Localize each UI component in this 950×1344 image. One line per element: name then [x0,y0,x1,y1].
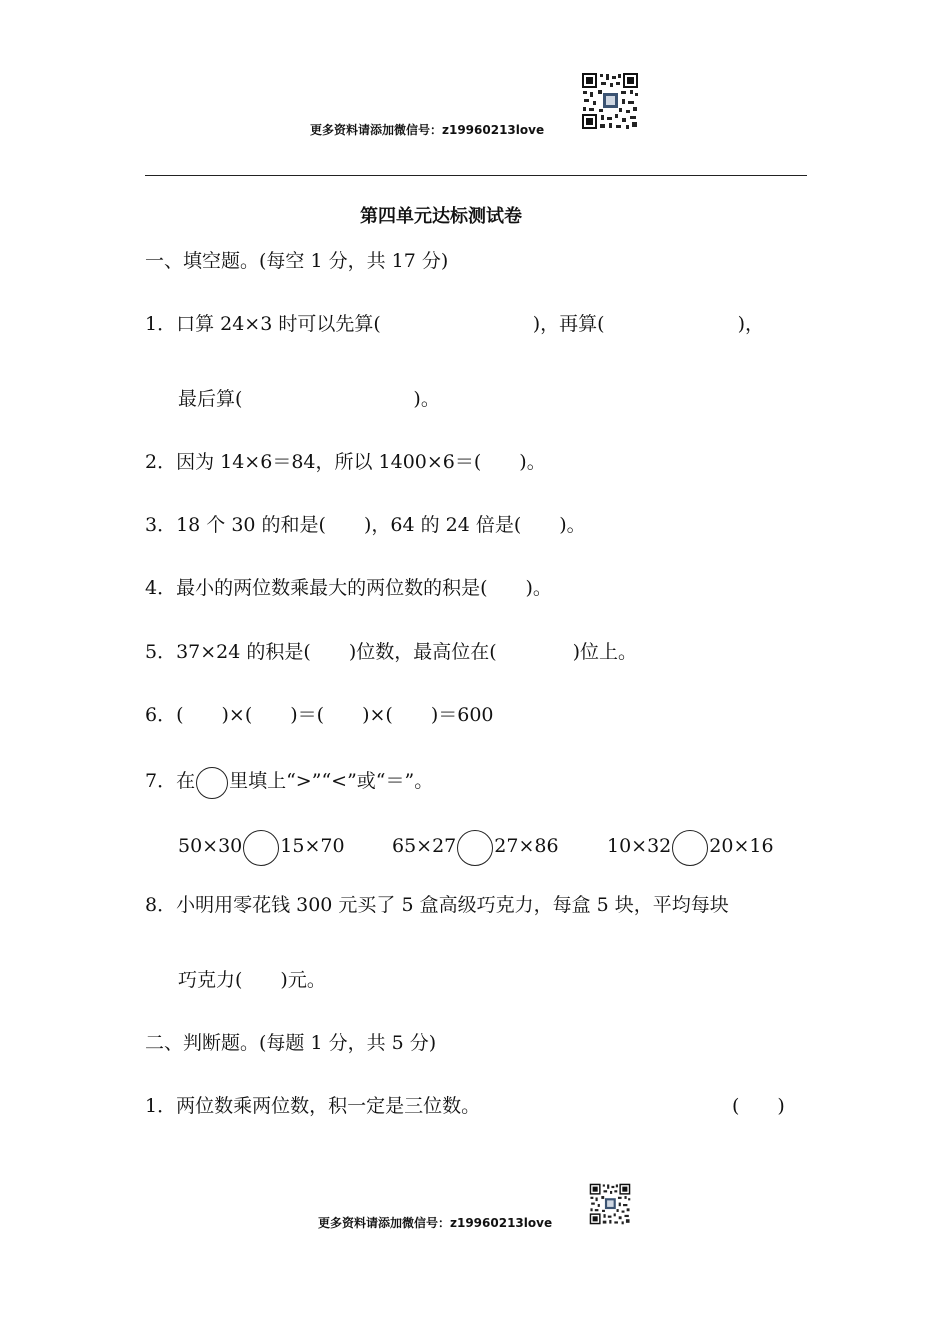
q1-line1: 1．口算 24×3 时可以先算( )，再算( )， [145,313,765,335]
q2-text: 2．因为 14×6＝84，所以 1400×6＝( )。 [145,451,546,473]
page-title: 第四单元达标测试卷 [360,206,522,227]
q8-line2: 巧克力( )元。 [178,969,326,991]
q7-prefix: 7．在 [145,770,196,792]
answer-circle[interactable] [243,830,279,866]
q7-item-right: 27×86 [494,835,559,857]
q1-line2: 最后算( )。 [178,388,440,410]
q7-item-left: 65×27 [392,835,457,857]
footer-promo-text: 更多资料请添加微信号：z19960213love [318,1216,553,1230]
section1-heading: 一、填空题。(每空 1 分，共 17 分) [145,250,449,272]
q3-text: 3．18 个 30 的和是( )，64 的 24 倍是( )。 [145,514,586,536]
q6-text: 6．( )×( )＝( )×( )＝600 [145,704,494,726]
q7-item-right: 15×70 [280,835,345,857]
s2-q1-answer-paren[interactable]: ( ) [732,1095,785,1117]
compare-circle-icon [196,767,228,799]
s2-q1-text: 1．两位数乘两位数，积一定是三位数。 [145,1095,481,1117]
answer-circle[interactable] [457,830,493,866]
answer-circle[interactable] [672,830,708,866]
q7-item-left: 10×32 [607,835,672,857]
q7-item-left: 50×30 [178,835,243,857]
q8-line1: 8．小明用零花钱 300 元买了 5 盒高级巧克力，每盒 5 块，平均每块 [145,894,729,916]
header-promo-text: 更多资料请添加微信号：z19960213love [310,123,545,137]
header-divider [145,175,807,176]
q7-item-3 [607,830,774,866]
q5-text: 5．37×24 的积是( )位数，最高位在( )位上。 [145,641,638,663]
q7-item-2 [392,830,559,866]
q7-item-right: 20×16 [709,835,774,857]
q7-suffix: 里填上“>”“<”或“＝”。 [229,770,434,792]
q7-instruction [145,767,433,799]
qr-code-icon [581,72,639,130]
q7-item-1 [178,830,345,866]
section2-heading: 二、判断题。(每题 1 分，共 5 分) [145,1032,437,1054]
qr-code-icon [589,1183,631,1225]
q4-text: 4．最小的两位数乘最大的两位数的积是( )。 [145,577,552,599]
